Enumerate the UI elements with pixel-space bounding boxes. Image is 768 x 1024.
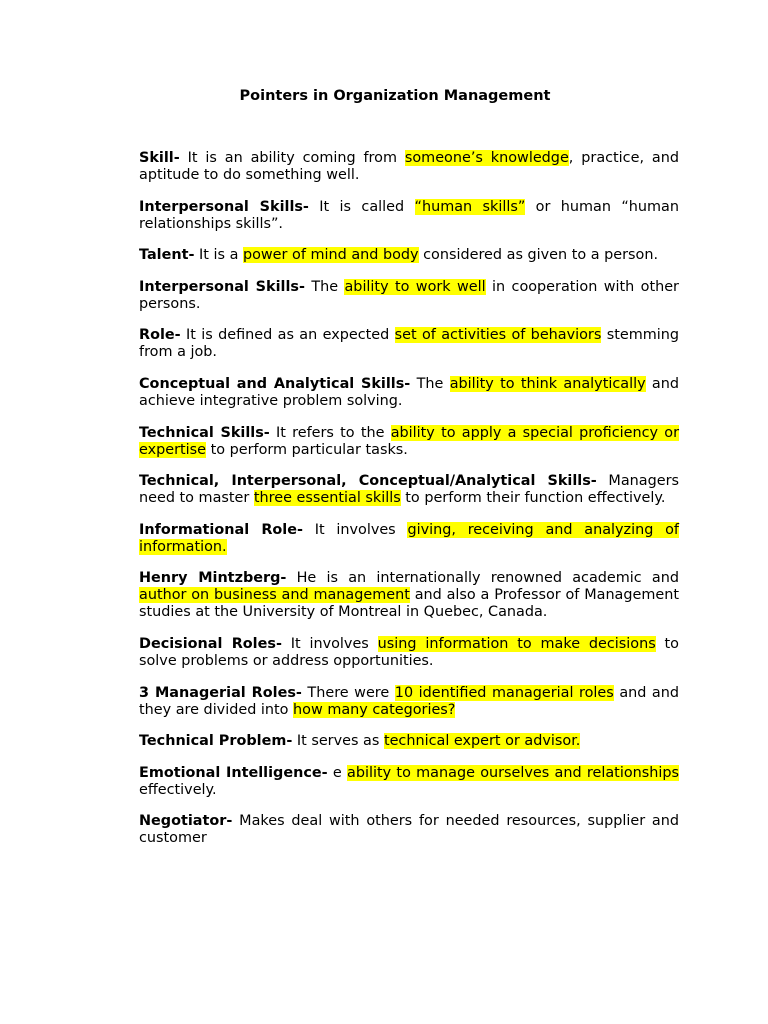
highlighted-text: ability to think analytically: [449, 375, 646, 392]
definition-entry: [139, 733, 679, 750]
definition-entry: [139, 150, 679, 184]
definition-entry: [139, 685, 679, 719]
entry-text: It is defined as an expected: [180, 327, 395, 344]
entry-term: Technical, Interpersonal, Conceptual/Analytical Skills-: [139, 473, 597, 490]
entry-text: in cooperation with other persons.: [139, 278, 679, 312]
entry-term: Interpersonal Skills-: [139, 278, 305, 295]
entry-term: Talent-: [139, 247, 195, 264]
entry-text: It is a: [194, 247, 243, 264]
entry-text: or human “human relationships skills”.: [139, 198, 679, 232]
entry-term: Conceptual and Analytical Skills-: [139, 375, 411, 392]
page-title: Pointers in Organization Management: [239, 88, 551, 104]
definition-entry: [139, 522, 679, 556]
highlighted-text: three essential skills: [253, 490, 401, 507]
entry-text: and achieve integrative problem solving.: [139, 375, 679, 409]
entry-text: It serves as: [292, 733, 384, 750]
highlighted-text: power of mind and body: [242, 247, 419, 264]
highlighted-text: ability to manage ourselves and relationships: [347, 764, 679, 781]
entry-text: It is an ability coming from: [179, 150, 405, 166]
definition-entry: [139, 327, 679, 361]
highlighted-text: someone’s knowledge: [404, 150, 569, 166]
entry-term: Technical Problem-: [139, 733, 293, 750]
entry-term: Emotional Intelligence-: [139, 764, 328, 781]
entry-term: Technical Skills-: [139, 424, 270, 441]
entry-text: to perform particular tasks.: [206, 441, 408, 458]
highlighted-text: giving, receiving and analyzing of information.: [139, 521, 679, 555]
entry-text: He is an internationally renowned academic and: [286, 570, 679, 587]
entry-term: Skill-: [139, 150, 180, 166]
entry-term: Negotiator-: [139, 813, 233, 830]
definition-entry: [139, 813, 679, 847]
entry-text: considered as given to a person.: [418, 247, 659, 264]
entry-term: Role-: [139, 327, 181, 344]
definition-entry: [139, 636, 679, 670]
highlighted-text: technical expert or advisor.: [383, 733, 581, 750]
definition-entry: [139, 473, 679, 507]
definition-entry: [139, 425, 679, 459]
entry-term: Decisional Roles-: [139, 635, 282, 652]
entry-text: to solve problems or address opportunities.: [139, 635, 679, 669]
highlighted-text: how many categories?: [293, 701, 456, 718]
highlighted-text: set of activities of behaviors: [394, 327, 602, 344]
entry-term: 3 Managerial Roles-: [139, 684, 302, 701]
definition-entry: [139, 765, 679, 799]
entry-term: Informational Role-: [139, 521, 303, 538]
highlighted-text: author on business and management: [139, 587, 410, 604]
entry-text: It involves: [281, 635, 378, 652]
definition-entry: [139, 247, 679, 264]
highlighted-text: “human skills”: [414, 198, 526, 215]
entry-text: and also a Professor of Management studies at the University of Montreal in Quebec, Canada.: [139, 587, 680, 621]
entry-text: stemming from a job.: [139, 327, 680, 361]
entry-text: Managers need to master: [139, 473, 680, 507]
entry-term: Interpersonal Skills-: [139, 198, 309, 215]
entry-text: effectively.: [139, 781, 217, 798]
definition-entry: [139, 376, 679, 410]
definition-entry: [139, 570, 679, 621]
definition-entry: [139, 199, 679, 233]
highlighted-text: ability to apply a special proficiency or expertise: [139, 424, 680, 458]
entry-text: The: [410, 375, 450, 392]
entry-text: e: [327, 764, 348, 781]
definition-entry: [139, 279, 679, 313]
entries-list: [139, 150, 679, 862]
entry-text: There were: [301, 684, 395, 701]
entry-text: It refers to the: [269, 424, 391, 441]
highlighted-text: using information to make decisions: [377, 635, 656, 652]
entry-text: , practice, and aptitude to do something well.: [139, 150, 679, 183]
entry-text: The: [304, 278, 345, 295]
entry-term: Henry Mintzberg-: [139, 570, 287, 587]
entry-text: Makes deal with others for needed resources, supplier and customer: [139, 813, 679, 847]
entry-text: and and they are divided into: [139, 684, 680, 718]
entry-text: It involves: [302, 521, 408, 538]
highlighted-text: 10 identified managerial roles: [394, 684, 614, 701]
highlighted-text: ability to work well: [344, 278, 486, 295]
entry-text: to perform their function effectively.: [400, 490, 666, 507]
entry-text: It is called: [308, 198, 415, 215]
